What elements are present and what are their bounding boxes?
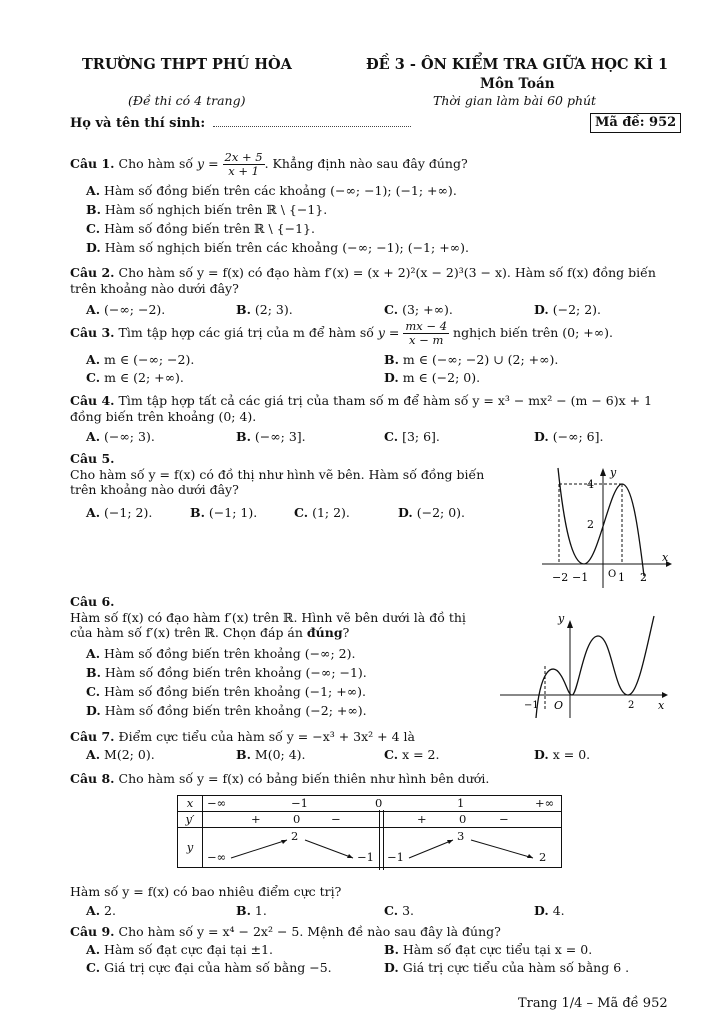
q4-option-c[interactable]: C. [3; 6]. xyxy=(384,429,440,444)
q1-den: x + 1 xyxy=(228,164,259,179)
q6-graph xyxy=(498,610,673,720)
question-5: Câu 5. Cho hàm số y = f(x) có đồ thị như hình vẽ bên. Hàm số đồng biến trên khoảng nào dưới đây? xyxy=(70,451,485,498)
q3-fraction: $\frac{mx - 4}{x - m}$ xyxy=(405,319,448,348)
vt-yp-row: + 0 − + 0 − xyxy=(203,812,562,828)
q3-option-d[interactable]: D. m ∈ (−2; 0). xyxy=(384,370,481,385)
q9-option-c[interactable]: C. Giá trị cực đại của hàm số bằng −5. xyxy=(86,960,332,975)
question-1 xyxy=(70,151,680,178)
q5-y-arrow xyxy=(600,468,606,476)
question-6: Câu 6. Hàm số f(x) có đạo hàm f′(x) trên ℝ. Hình vẽ bên dưới là đồ thị của hàm số f′(x) trên ℝ. Chọn đáp án đúng? xyxy=(70,594,466,641)
q1-fraction xyxy=(223,151,265,178)
question-3: Câu 3. Tìm tập hợp các giá trị của m để hàm số y = $\frac{mx - 4}{x - m}$ nghịch biến trên (0; +∞). xyxy=(70,319,614,348)
q5-tick-x2: 2 xyxy=(640,571,647,584)
q6-option-d[interactable]: D. Hàm số đồng biến trên khoảng (−2; +∞). xyxy=(86,703,367,718)
q1-option-b[interactable]: B. Hàm số nghịch biến trên ℝ \ {−1}. xyxy=(86,202,328,217)
student-name-label: Họ và tên thí sinh: xyxy=(70,116,206,131)
q9-option-d[interactable]: D. Giá trị cực tiểu của hàm số bằng 6 . xyxy=(384,960,630,975)
q4-option-b[interactable]: B. (−∞; 3]. xyxy=(236,429,306,444)
q8-option-d[interactable]: D. 4. xyxy=(534,903,565,918)
q2-option-d[interactable]: D. (−2; 2). xyxy=(534,302,602,317)
q6-y-label: y xyxy=(558,612,565,625)
time-note: Thời gian làm bài 60 phút xyxy=(433,93,597,108)
q7-option-d[interactable]: D. x = 0. xyxy=(534,747,591,762)
q6-tick-m1: −1 xyxy=(524,700,539,711)
vt-yp-header: y′ xyxy=(178,812,203,828)
q5-y-label: y xyxy=(610,466,617,479)
q6-option-b[interactable]: B. Hàm số đồng biến trên khoảng (−∞; −1). xyxy=(86,665,367,680)
q5-tick-m2: −2 xyxy=(552,571,569,584)
subject: Môn Toán xyxy=(480,76,555,92)
q9-option-b[interactable]: B. Hàm số đạt cực tiểu tại x = 0. xyxy=(384,942,593,957)
q5-tick-4: 4 xyxy=(587,478,594,491)
q1-pre: Cho hàm số xyxy=(118,156,194,172)
q8-option-b[interactable]: B. 1. xyxy=(236,903,267,918)
q7-option-c[interactable]: C. x = 2. xyxy=(384,747,440,762)
variation-table xyxy=(177,795,562,868)
q7-option-a[interactable]: A. M(2; 0). xyxy=(86,747,155,762)
q2-option-b[interactable]: B. (2; 3). xyxy=(236,302,293,317)
q6-tick-2: 2 xyxy=(628,700,635,711)
q4-option-d[interactable]: D. (−∞; 6]. xyxy=(534,429,604,444)
page-footer: Trang 1/4 – Mã đề 952 xyxy=(518,996,668,1011)
q8-option-c[interactable]: C. 3. xyxy=(384,903,415,918)
q5-tick-1: 1 xyxy=(618,571,625,584)
vt-x-row: −∞ −1 0 1 +∞ xyxy=(203,796,562,812)
q6-option-c[interactable]: C. Hàm số đồng biến trên khoảng (−1; +∞). xyxy=(86,684,366,699)
q5-tick-2: 2 xyxy=(587,518,594,531)
vt-arrows xyxy=(203,828,583,868)
q1-option-c[interactable]: C. Hàm số đồng biến trên ℝ \ {−1}. xyxy=(86,221,315,236)
school-name: TRƯỜNG THPT PHÚ HÒA xyxy=(82,56,292,73)
vt-y-row: 2 3 −∞ −1 −1 2 xyxy=(203,828,562,868)
q9-option-a[interactable]: A. Hàm số đạt cực đại tại ±1. xyxy=(86,942,274,957)
q1-num: 2x + 5 xyxy=(224,150,263,164)
q6-x-arrow xyxy=(662,692,668,698)
q5-option-c[interactable]: C. (1; 2). xyxy=(294,505,350,520)
q3-option-b[interactable]: B. m ∈ (−∞; −2) ∪ (2; +∞). xyxy=(384,352,559,367)
vt-x-header: x xyxy=(178,796,203,812)
q4-option-a[interactable]: A. (−∞; 3). xyxy=(86,429,155,444)
exam-title: ĐỀ 3 - ÔN KIỂM TRA GIỮA HỌC KÌ 1 xyxy=(366,56,669,73)
q5-option-a[interactable]: A. (−1; 2). xyxy=(86,505,153,520)
q1-func: y = xyxy=(197,156,219,172)
q8-option-a[interactable]: A. 2. xyxy=(86,903,116,918)
q1-label: Câu 1. xyxy=(70,156,115,172)
q5-x-label: x xyxy=(662,551,669,564)
exam-code-box: Mã đề: 952 xyxy=(590,113,681,133)
question-4: Câu 4. Tìm tập hợp tất cả các giá trị của tham số m để hàm số y = x³ − mx² − (m − 6)x + 1 đồng biến trên khoảng (0; 4). xyxy=(70,393,653,424)
q5-tick-m1: −1 xyxy=(572,571,589,584)
q8-question-after: Hàm số y = f(x) có bao nhiêu điểm cực trị? xyxy=(70,884,342,899)
q3-option-a[interactable]: A. m ∈ (−∞; −2). xyxy=(86,352,195,367)
question-7: Câu 7. Điểm cực tiểu của hàm số y = −x³ + 3x² + 4 là xyxy=(70,729,415,744)
q6-x-label: x xyxy=(658,699,665,712)
question-9: Câu 9. Cho hàm số y = x⁴ − 2x² − 5. Mệnh đề nào sau đây là đúng? xyxy=(70,924,501,939)
q3-option-c[interactable]: C. m ∈ (2; +∞). xyxy=(86,370,184,385)
vt-y-header: y xyxy=(178,828,203,868)
student-name-line xyxy=(213,126,411,127)
q1-option-d[interactable]: D. Hàm số nghịch biến trên các khoảng (−∞; −1); (−1; +∞). xyxy=(86,240,469,255)
q2-option-a[interactable]: A. (−∞; −2). xyxy=(86,302,166,317)
q5-origin: O xyxy=(608,569,617,580)
pages-note: (Đề thi có 4 trang) xyxy=(128,93,246,108)
q5-option-b[interactable]: B. (−1; 1). xyxy=(190,505,258,520)
q7-option-b[interactable]: B. M(0; 4). xyxy=(236,747,306,762)
q6-option-a[interactable]: A. Hàm số đồng biến trên khoảng (−∞; 2). xyxy=(86,646,356,661)
q1-option-a[interactable]: A. Hàm số đồng biến trên các khoảng (−∞; −1); (−1; +∞). xyxy=(86,183,457,198)
q2-option-c[interactable]: C. (3; +∞). xyxy=(384,302,453,317)
question-8: Câu 8. Cho hàm số y = f(x) có bảng biến thiên như hình bên dưới. xyxy=(70,771,490,786)
q6-origin: O xyxy=(554,699,564,712)
q1-post: . Khẳng định nào sau đây đúng? xyxy=(264,156,468,172)
q6-y-arrow xyxy=(567,620,573,628)
q5-graph xyxy=(540,466,675,590)
question-2: Câu 2. Cho hàm số y = f(x) có đạo hàm f′(x) = (x + 2)²(x − 2)³(3 − x). Hàm số f(x) đồng biến trên khoảng nào dưới đây? xyxy=(70,265,656,296)
q5-option-d[interactable]: D. (−2; 0). xyxy=(398,505,466,520)
